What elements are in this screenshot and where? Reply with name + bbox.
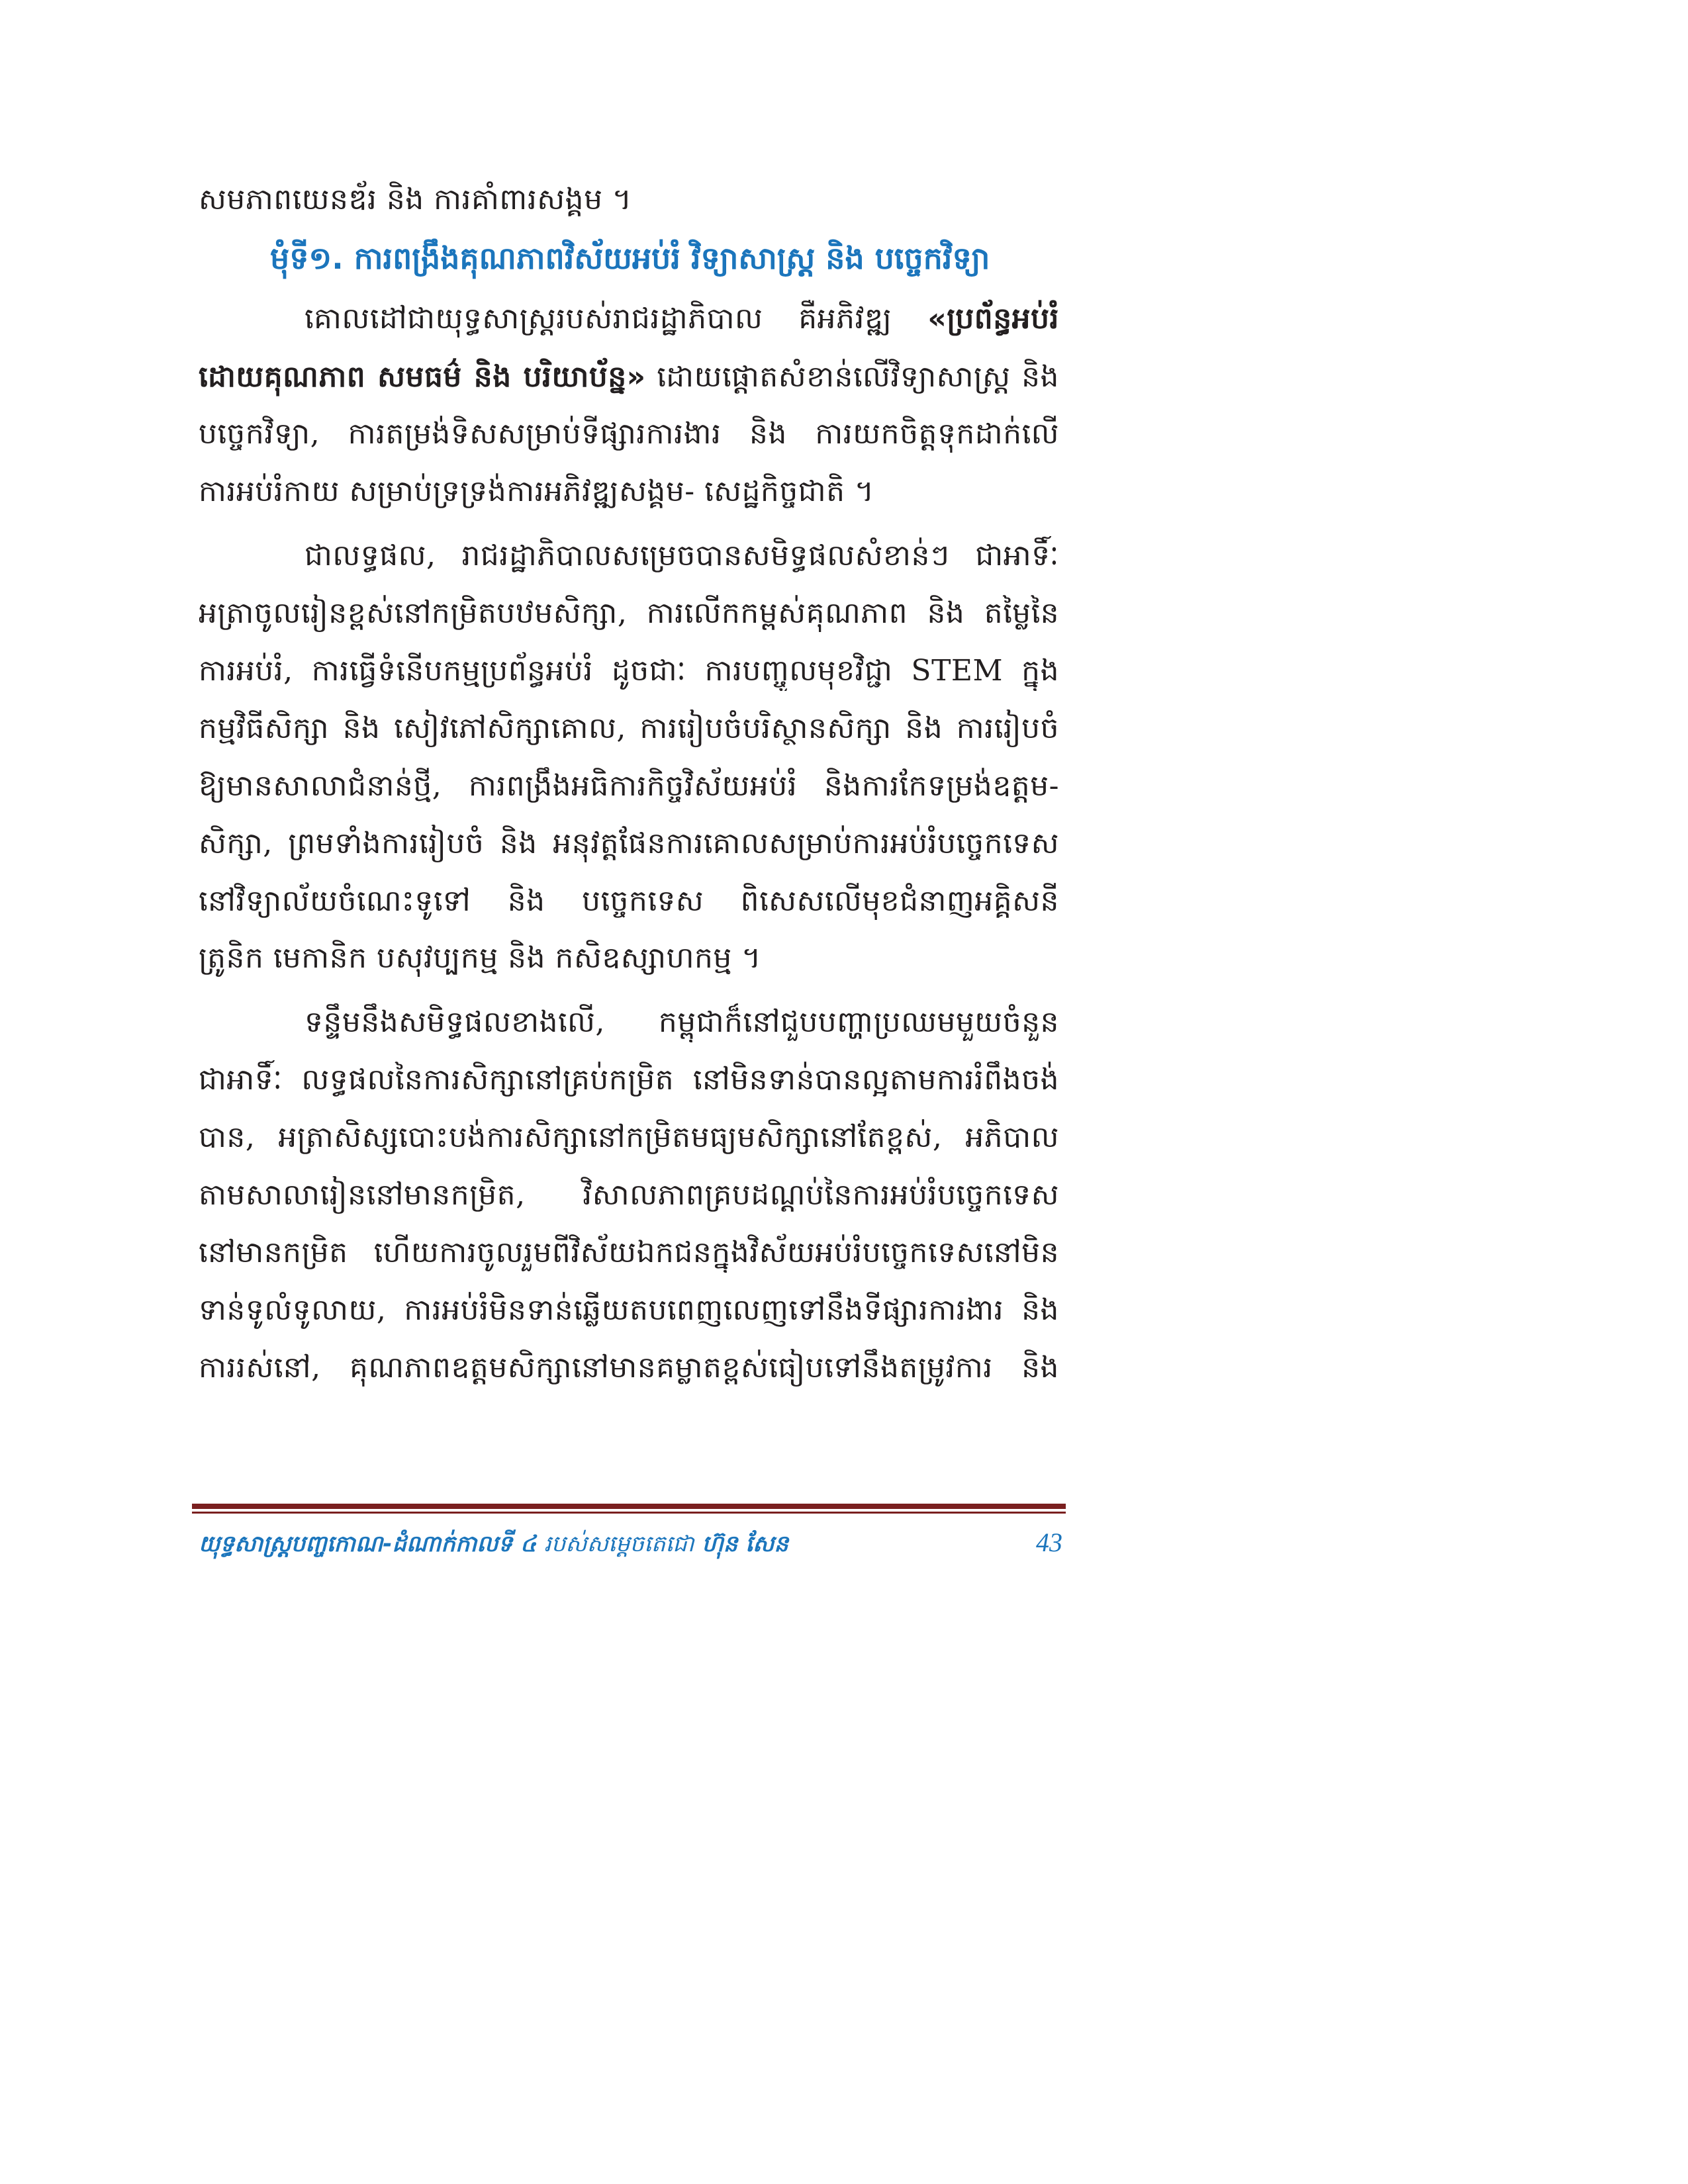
paragraph-3-line-4: តាមសាលារៀននៅមានកម្រិត, វិសាលភាពគ្របដណ្តប់នៃការអប់រំបច្ចេកទេស [199, 1178, 1059, 1212]
page-number: 43 [1036, 1527, 1062, 1557]
paragraph-3-line-2: ជាអាទិ៍ៈ លទ្ធផលនៃការសិក្សានៅគ្រប់កម្រិត នៅមិនទាន់បានល្អតាមការរំពឹងចង់ [199, 1063, 1059, 1097]
footer-rule [192, 1504, 1066, 1509]
paragraph-3-line-7: ការរស់នៅ, គុណភាពឧត្តមសិក្សានៅមានគម្លាតខ្ពស់ធៀបទៅនឹងតម្រូវការ និង [199, 1351, 1059, 1385]
footer-title-name: ហ៊ុន សែន [702, 1531, 788, 1557]
paragraph-2-line-4: កម្មវិធីសិក្សា និង សៀវភៅសិក្សាគោល, ការរៀបចំបរិស្ថានសិក្សា និង ការរៀបចំ [199, 711, 1059, 745]
paragraph-1-bold-phrase: «ប្រព័ន្ធអប់រំ [927, 302, 1059, 336]
footer-rule-thin [192, 1512, 1066, 1514]
paragraph-1-text-cont: ដោយផ្តោតសំខាន់លើវិទ្យាសាស្ត្រ និង [657, 360, 1059, 394]
paragraph-2-line-2: អត្រាចូលរៀនខ្ពស់នៅកម្រិតបឋមសិក្សា, ការលើកកម្ពស់គុណភាព និង តម្លៃនៃ [199, 596, 1059, 630]
footer-title-plain: របស់សម្តេចតេជោ [543, 1531, 694, 1557]
paragraph-2-line-8: ត្រូនិក មេកានិក បសុវប្បកម្ម និង កសិឧស្សាហកម្ម ។ [199, 941, 761, 975]
paragraph-1-bold-phrase-cont: ដោយគុណភាព សមធម៌ និង បរិយាប័ន្ន» [199, 360, 646, 394]
paragraph-3-line-3: បាន, អត្រាសិស្សបោះបង់ការសិក្សានៅកម្រិតមធ្យមសិក្សានៅតែខ្ពស់, អភិបាល [199, 1120, 1059, 1154]
paragraph-1-line-3: បច្ចេកវិទ្យា, ការតម្រង់ទិសសម្រាប់ទីផ្សារការងារ និង ការយកចិត្តទុកដាក់លើ [199, 417, 1059, 451]
paragraph-2-line-5: ឱ្យមានសាលាជំនាន់ថ្មី, ការពង្រឹងអធិការកិច្ចវិស័យអប់រំ និងការកែទម្រង់ឧត្តម- [199, 769, 1059, 803]
paragraph-2-line-1: ជាលទ្ធផល, រាជរដ្ឋាភិបាលសម្រេចបានសមិទ្ធផលសំខាន់ៗ ជាអាទិ៍ៈ [305, 539, 1059, 572]
paragraph-2-line-7: នៅវិទ្យាល័យចំណេះទូទៅ និង បច្ចេកទេស ពិសេសលើមុខជំនាញអគ្គិសនី [199, 884, 1059, 918]
intro-line: សមភាពយេនឌ័រ និង ការគាំពារសង្គម ។ [199, 183, 632, 216]
paragraph-3-line-1: ទន្ទឹមនឹងសមិទ្ធផលខាងលើ, កម្ពុជាក៏នៅជួបបញ្ហាប្រឈមមួយចំនួន [305, 1005, 1059, 1039]
paragraph-3-line-6: ទាន់ទូលំទូលាយ, ការអប់រំមិនទាន់ឆ្លើយតបពេញលេញទៅនឹងទីផ្សារការងារ និង [199, 1293, 1059, 1327]
paragraph-1-line-1 [305, 299, 1059, 339]
paragraph-2-line-3: ការអប់រំ, ការធ្វើទំនើបកម្មប្រព័ន្ធអប់រំ ដូចជាៈ ការបញ្ចូលមុខវិជ្ជា STEM ក្នុង [199, 654, 1059, 688]
paragraph-1-line-4: ការអប់រំកាយ សម្រាប់ទ្រទ្រង់ការអភិវឌ្ឍសង្គម- សេដ្ឋកិច្ចជាតិ ។ [199, 475, 874, 508]
footer-title [199, 1527, 788, 1561]
footer-title-main: យុទ្ធសាស្ត្របញ្ចកោណ-ដំណាក់កាលទី ៤ [199, 1531, 537, 1557]
paragraph-1-text: គោលដៅជាយុទ្ធសាស្ត្ររបស់រាជរដ្ឋាភិបាល គឺអភិវឌ្ឍ [305, 302, 892, 336]
paragraph-2-line-6: សិក្សា, ព្រមទាំងការរៀបចំ និង អនុវត្តផែនការគោលសម្រាប់ការអប់រំបច្ចេកទេស [199, 827, 1059, 860]
paragraph-1-line-2 [199, 357, 1059, 397]
paragraph-3-line-5: នៅមានកម្រិត ហើយការចូលរួមពីវិស័យឯកជនក្នុងវិស័យអប់រំបច្ចេកទេសនៅមិន [199, 1236, 1059, 1269]
section-heading: មុំទី១. ការពង្រឹងគុណភាពវិស័យអប់រំ វិទ្យាសាស្ត្រ និង បច្ចេកវិទ្យា [270, 240, 990, 276]
